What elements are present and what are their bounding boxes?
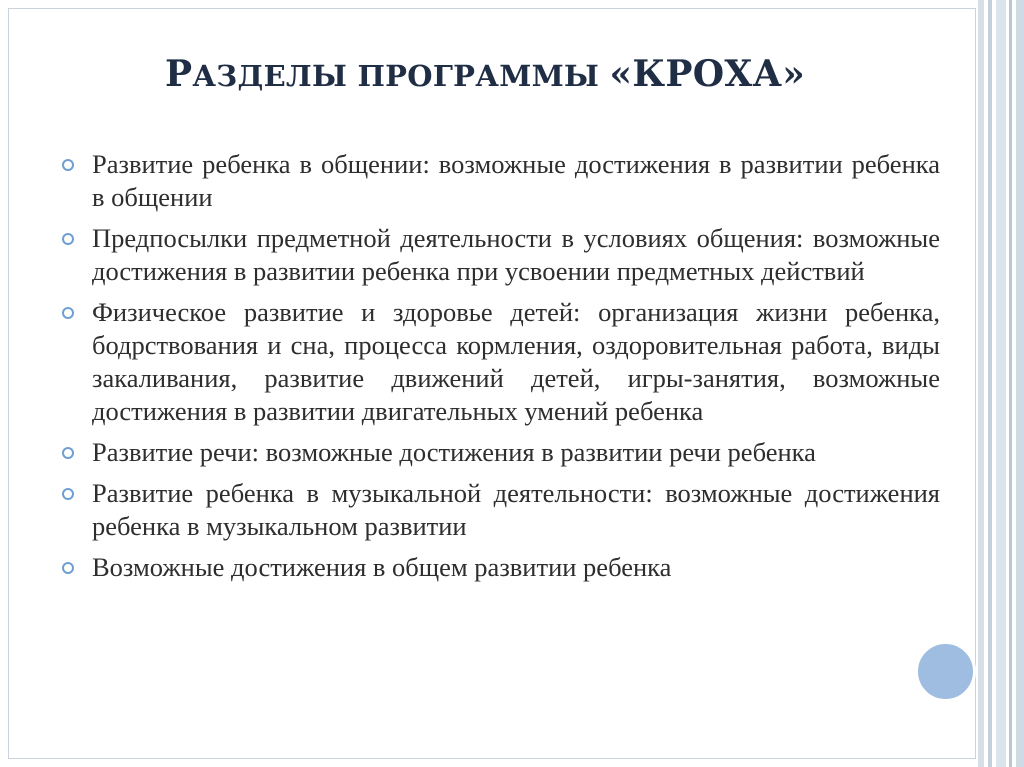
stripe: [978, 0, 984, 767]
bullet-icon: [62, 233, 74, 245]
title-initial: Р: [165, 53, 193, 95]
decorative-circle: [915, 641, 976, 702]
list-item-text: Развитие ребенка в общении: возможные достижения в развитии ребенка в общении: [92, 149, 940, 212]
stripe: [1016, 0, 1024, 767]
stripe: [1009, 0, 1012, 767]
list-item-text: Предпосылки предметной деятельности в условиях общения: возможные достижения в развитии ребенка при усвоении предметных действий: [92, 223, 940, 286]
bullet-icon: [62, 307, 74, 319]
slide-title: [165, 53, 805, 95]
decorative-stripes: [978, 0, 1024, 767]
list-item: [62, 296, 940, 428]
list-item-text: Развитие речи: возможные достижения в развитии речи ребенка: [92, 437, 816, 467]
list-item-text: Возможные достижения в общем развитии ребенка: [92, 552, 672, 582]
list-item: [62, 222, 940, 288]
list-item-text: Развитие ребенка в музыкальной деятельности: возможные достижения ребенка в музыкальном развитии: [92, 478, 940, 541]
list-item: [62, 477, 940, 543]
section-list: [62, 148, 940, 592]
stripe: [996, 0, 1006, 767]
list-item-text: Физическое развитие и здоровье детей: организация жизни ребенка, бодрствования и сна, процесса кормления, оздоровительная работа, виды закаливания, развитие движений детей, игры-занятия, возможные достижения в развитии двигательных умений ребенка: [92, 297, 940, 426]
stripe: [988, 0, 992, 767]
bullet-icon: [62, 159, 74, 171]
bullet-icon: [62, 447, 74, 459]
list-item: [62, 551, 940, 584]
bullet-icon: [62, 488, 74, 500]
title-middle: АЗДЕЛЫ ПРОГРАММЫ: [192, 59, 610, 93]
bullet-icon: [62, 562, 74, 574]
list-item: [62, 148, 940, 214]
list-item: [62, 436, 940, 469]
title-program-name: «КРОХА»: [609, 53, 806, 95]
